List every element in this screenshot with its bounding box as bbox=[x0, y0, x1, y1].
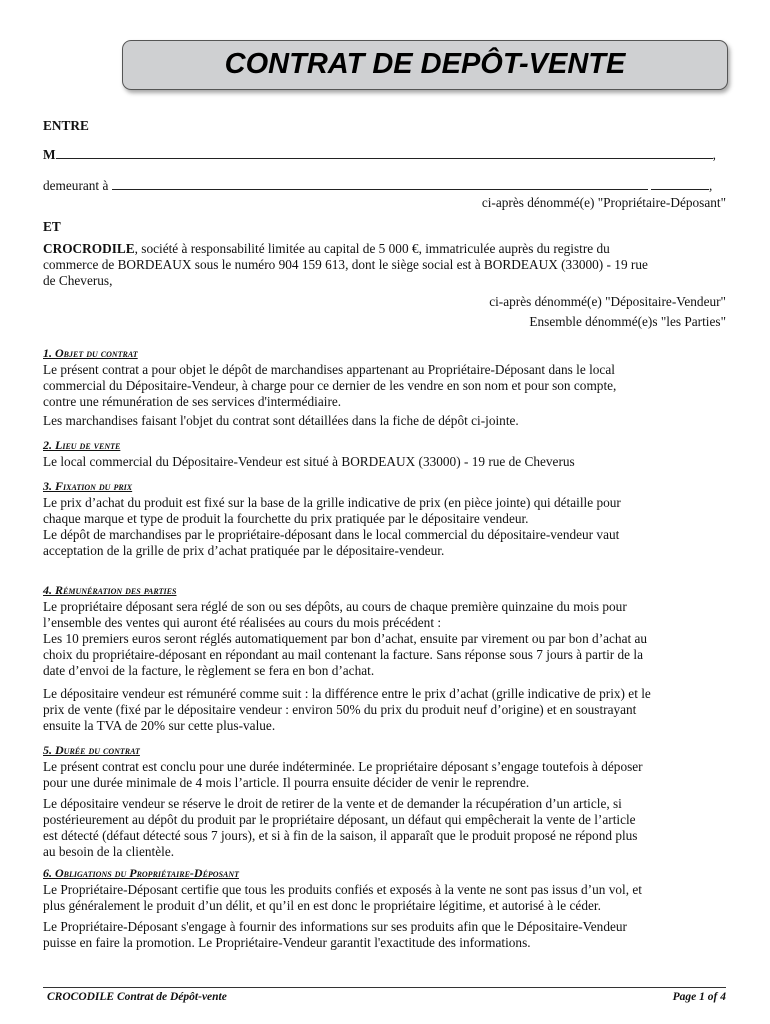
m-label: M bbox=[43, 147, 56, 162]
section-6-line: Le Propriétaire-Déposant certifie que tous les produits confiés et exposés à la vente ne sont pas issus d’un vol, et bbox=[43, 882, 642, 897]
section-5-line: pour une durée minimale de 4 mois l’article. Il pourra ensuite décider de venir le reprendre. bbox=[43, 775, 530, 790]
section-4-line: ensuite la TVA de 20% sur cette plus-value. bbox=[43, 718, 276, 733]
footer-page-number: Page 1 of 4 bbox=[672, 991, 726, 1003]
section-5-line: postérieurement au dépôt du produit par le propriétaire déposant, un défaut qui empêcherait la vente de l’article bbox=[43, 812, 636, 827]
demeurant-label: demeurant à bbox=[43, 178, 109, 193]
m-end: , bbox=[712, 147, 716, 162]
company-line-3: de Cheverus, bbox=[43, 273, 113, 288]
section-4-num: 4. bbox=[43, 583, 55, 597]
section-4-line: date d’envoi de la facture, le règlement se fera en bon d’achat. bbox=[43, 663, 375, 678]
section-4-heading bbox=[43, 583, 726, 598]
section-5-heading bbox=[43, 743, 726, 758]
section-2-heading bbox=[43, 438, 726, 453]
section-3-heading bbox=[43, 479, 726, 494]
section-2-title: Lieu de vente bbox=[55, 438, 121, 452]
section-6-line: puisse en faire la promotion. Le Propriétaire-Vendeur garantit l'exactitude des informations. bbox=[43, 935, 531, 950]
et-label: ET bbox=[43, 219, 61, 234]
footer-divider bbox=[43, 987, 726, 988]
section-6-num: 6. bbox=[43, 866, 55, 880]
section-1-line: Les marchandises faisant l'objet du contrat sont détaillées dans la fiche de dépôt ci-jointe. bbox=[43, 413, 519, 428]
section-1-num: 1. bbox=[43, 346, 55, 360]
section-4-line: Le propriétaire déposant sera réglé de son ou ses dépôts, au cours de chaque première quinzaine du mois pour bbox=[43, 599, 627, 614]
document-title: CONTRAT DE DEPÔT-VENTE bbox=[224, 48, 626, 80]
demeurant-line bbox=[43, 178, 726, 193]
section-1-title: Objet du contrat bbox=[55, 346, 138, 360]
section-6-title: Obligations du Propriétaire-Déposant bbox=[55, 866, 240, 880]
section-4-line: choix du propriétaire-déposant en répondant au mail contenant la facture. Sans réponse sous 7 jours à partir de la bbox=[43, 647, 644, 662]
section-5-line: Le dépositaire vendeur se réserve le droit de retirer de la vente et de demander la récupération d’un article, si bbox=[43, 796, 622, 811]
section-4-line: Les 10 premiers euros seront réglés automatiquement par bon d’achat, ensuite par virement ou par bon d’achat au bbox=[43, 631, 648, 646]
section-5-num: 5. bbox=[43, 743, 55, 757]
section-5-line: au besoin de la clientèle. bbox=[43, 844, 175, 859]
name-blank bbox=[56, 148, 713, 159]
document-title-box bbox=[122, 40, 728, 90]
section-4-line: prix de vente (fixé par le dépositaire vendeur : environ 50% du prix du produit neuf d’origine) et en soustrayant bbox=[43, 702, 637, 717]
section-4-line: Le dépositaire vendeur est rémunéré comme suit : la différence entre le prix d’achat (grille indicative de prix) et le bbox=[43, 686, 651, 701]
address-blank bbox=[112, 179, 648, 190]
m-line bbox=[43, 147, 726, 162]
section-6-line: plus généralement le produit d’un délit, et qu’il en est donc le propriétaire légitime, et autorisé à le céder. bbox=[43, 898, 601, 913]
denomme-proprietaire: ci-après dénommé(e) "Propriétaire-Déposant" bbox=[481, 195, 726, 210]
section-2-num: 2. bbox=[43, 438, 55, 452]
company-desc-1: , société à responsabilité limitée au capital de 5 000 €, immatriculée auprès du registre du bbox=[134, 241, 610, 256]
section-3-line: acceptation de la grille de prix d’achat pratiquée par le dépositaire-vendeur. bbox=[43, 543, 445, 558]
section-3-line: chaque marque et type de produit la fourchette du prix pratiquée par le dépositaire vendeur. bbox=[43, 511, 529, 526]
footer-doc-title: CROCODILE Contrat de Dépôt-vente bbox=[47, 991, 227, 1003]
section-4-line: l’ensemble des ventes qui auront été réalisées au cours du mois précédent : bbox=[43, 615, 442, 630]
denomme-depositaire: ci-après dénommé(e) "Dépositaire-Vendeur" bbox=[489, 294, 726, 309]
section-3-line: Le dépôt de marchandises par le propriétaire-déposant dans le local commercial du dépositaire-vendeur vaut bbox=[43, 527, 620, 542]
entre-label: ENTRE bbox=[43, 118, 89, 133]
section-3-title: Fixation du prix bbox=[55, 479, 133, 493]
ensemble-parties: Ensemble dénommé(e)s "les Parties" bbox=[529, 314, 726, 329]
section-1-line: Le présent contrat a pour objet le dépôt de marchandises appartenant au Propriétaire-Déposant dans le local bbox=[43, 362, 615, 377]
section-6-heading bbox=[43, 866, 726, 881]
section-1-heading bbox=[43, 346, 726, 361]
address-blank-2 bbox=[651, 179, 709, 190]
section-4-title: Rémunération des parties bbox=[55, 583, 177, 597]
section-6-line: Le Propriétaire-Déposant s'engage à fournir des informations sur ses produits afin que le Dépositaire-Vendeur bbox=[43, 919, 627, 934]
section-2-line: Le local commercial du Dépositaire-Vendeur est situé à BORDEAUX (33000) - 19 rue de Cheverus bbox=[43, 454, 575, 469]
section-1-line: commercial du Dépositaire-Vendeur, à charge pour ce dernier de les vendre en son nom et pour son compte, bbox=[43, 378, 617, 393]
section-1-line: contre une rémunération de ses services d'intermédiaire. bbox=[43, 394, 342, 409]
company-line-2: commerce de BORDEAUX sous le numéro 904 159 613, dont le siège social est à BORDEAUX (33000) - 19 rue bbox=[43, 257, 648, 272]
section-5-title: Durée du contrat bbox=[55, 743, 140, 757]
section-5-line: Le présent contrat est conclu pour une durée indéterminée. Le propriétaire déposant s’engage toutefois à déposer bbox=[43, 759, 643, 774]
section-3-num: 3. bbox=[43, 479, 55, 493]
company-line-1 bbox=[43, 241, 726, 256]
company-name: CROCRODILE bbox=[43, 241, 135, 256]
section-5-line: est détecté (défaut détecté sous 7 jours), et si à fin de la saison, il apparaît que le produit proposé ne répond plus bbox=[43, 828, 638, 843]
demeurant-end: , bbox=[709, 178, 713, 193]
section-3-line: Le prix d’achat du produit est fixé sur la base de la grille indicative de prix (en pièce jointe) qui détaille pour bbox=[43, 495, 621, 510]
